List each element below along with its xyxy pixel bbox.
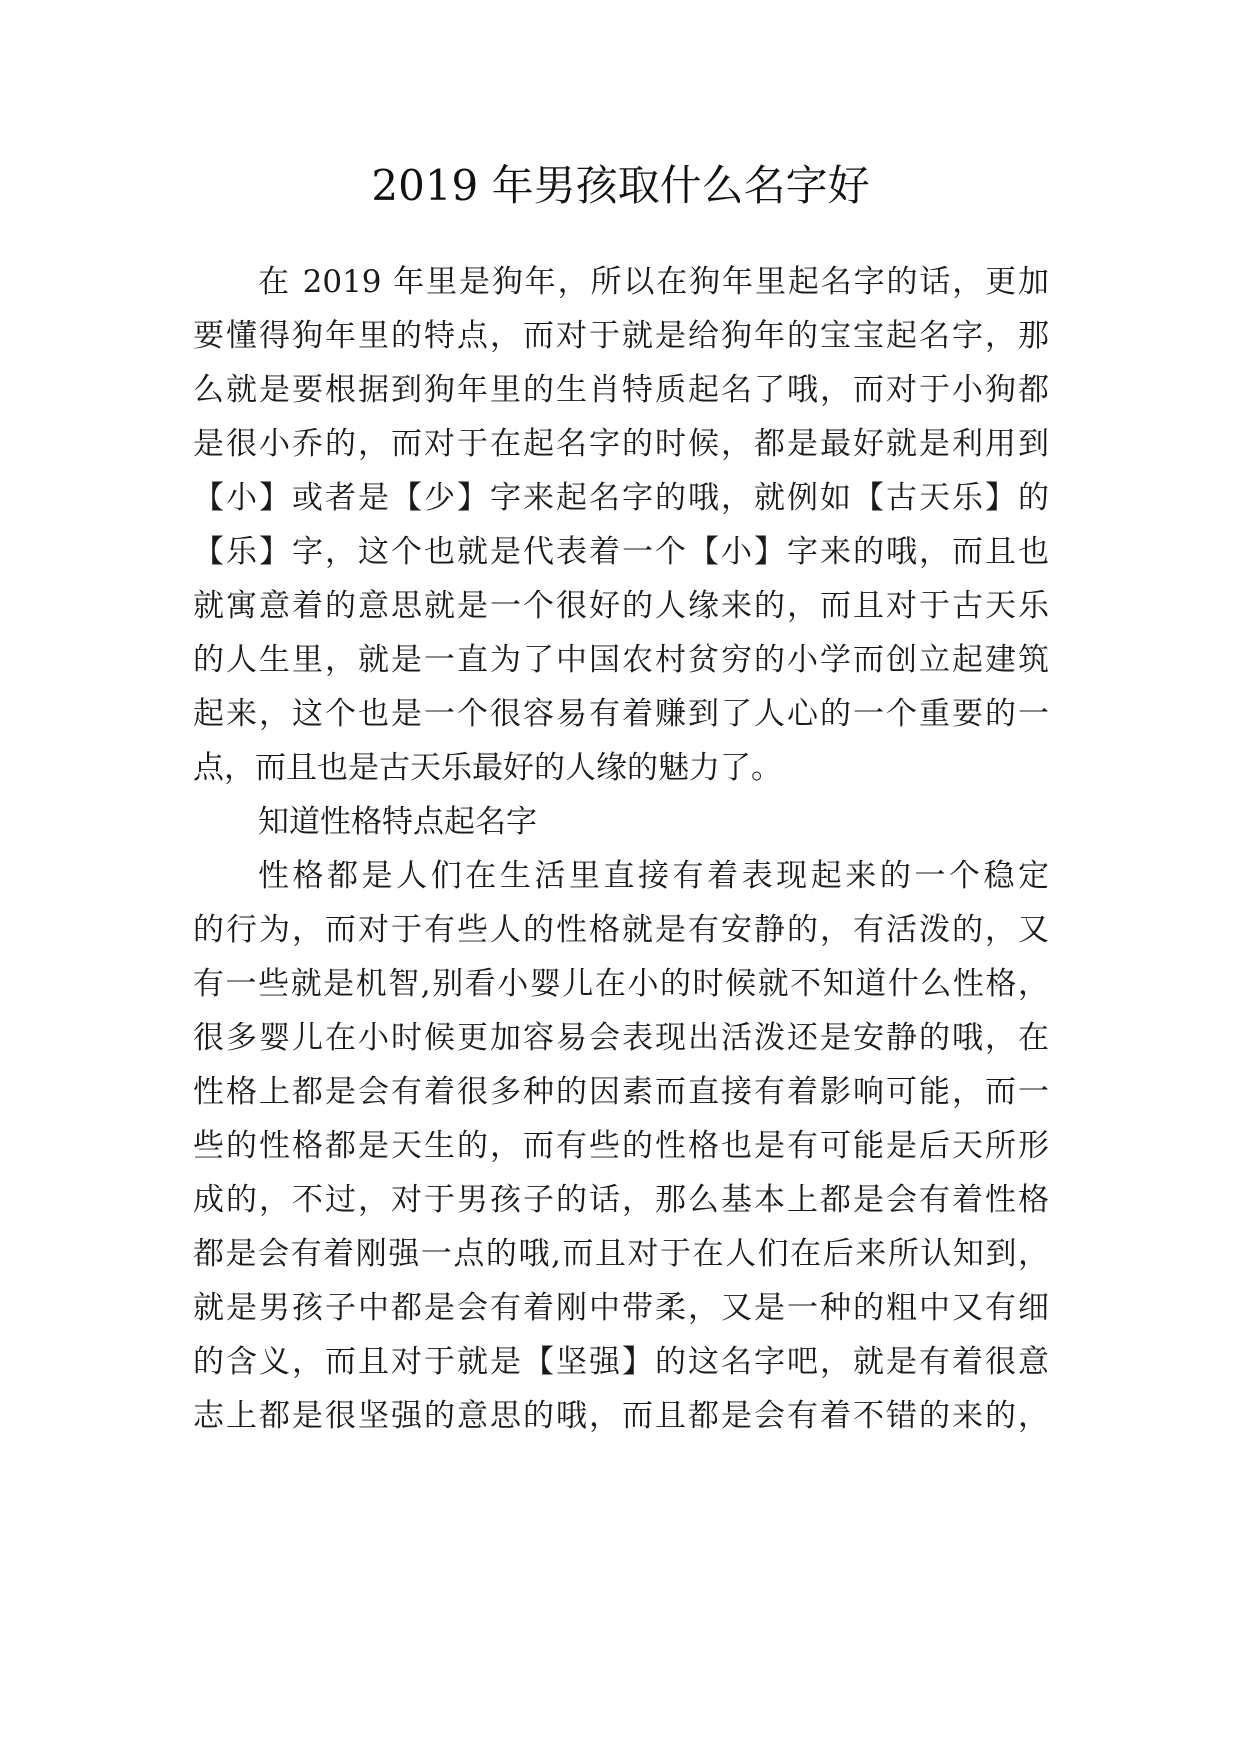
paragraph-line: 些的性格都是天生的，而有些的性格也是有可能是后天所形	[193, 1128, 1049, 1164]
paragraph-line: 【乐】字，这个也就是代表着一个【小】字来的哦，而且也	[193, 534, 1049, 570]
paragraph-line: 性格上都是会有着很多种的因素而直接有着影响可能，而一	[193, 1074, 1049, 1110]
paragraph-line: 是很小乔的，而对于在起名字的时候，都是最好就是利用到	[193, 426, 1049, 462]
paragraph-line: 点，而且也是古天乐最好的人缘的魅力了。	[193, 750, 782, 786]
paragraph-line: 有一些就是机智,别看小婴儿在小的时候就不知道什么性格，	[193, 966, 1049, 1002]
paragraph-line: 很多婴儿在小时候更加容易会表现出活泼还是安静的哦，在	[193, 1020, 1049, 1056]
paragraph-line: 就是男孩子中都是会有着刚中带柔，又是一种的粗中又有细	[193, 1290, 1049, 1326]
paragraph-line: 要懂得狗年里的特点，而对于就是给狗年的宝宝起名字，那	[193, 318, 1049, 354]
paragraph-line: 在 2019 年里是狗年，所以在狗年里起名字的话，更加	[258, 264, 1049, 300]
paragraph-line: 的含义，而且对于就是【坚强】的这名字吧，就是有着很意	[193, 1344, 1049, 1380]
paragraph-line: 的人生里，就是一直为了中国农村贫穷的小学而创立起建筑	[193, 642, 1049, 678]
paragraph-line: 性格都是人们在生活里直接有着表现起来的一个稳定	[258, 858, 1049, 894]
paragraph-line: 的行为，而对于有些人的性格就是有安静的，有活泼的，又	[193, 912, 1049, 948]
paragraph-line: 【小】或者是【少】字来起名字的哦，就例如【古天乐】的	[193, 480, 1049, 516]
document-title: 2019 年男孩取什么名字好	[371, 161, 870, 210]
paragraph-line: 起来，这个也是一个很容易有着赚到了人心的一个重要的一	[193, 696, 1049, 732]
paragraph-line: 都是会有着刚强一点的哦,而且对于在人们在后来所认知到，	[193, 1236, 1049, 1272]
paragraph-line: 志上都是很坚强的意思的哦，而且都是会有着不错的来的，	[193, 1398, 1049, 1434]
paragraph-line: 就寓意着的意思就是一个很好的人缘来的，而且对于古天乐	[193, 588, 1049, 624]
section-heading: 知道性格特点起名字	[258, 804, 537, 840]
paragraph-line: 成的，不过，对于男孩子的话，那么基本上都是会有着性格	[193, 1182, 1049, 1218]
paragraph-line: 么就是要根据到狗年里的生肖特质起名了哦，而对于小狗都	[193, 372, 1049, 408]
